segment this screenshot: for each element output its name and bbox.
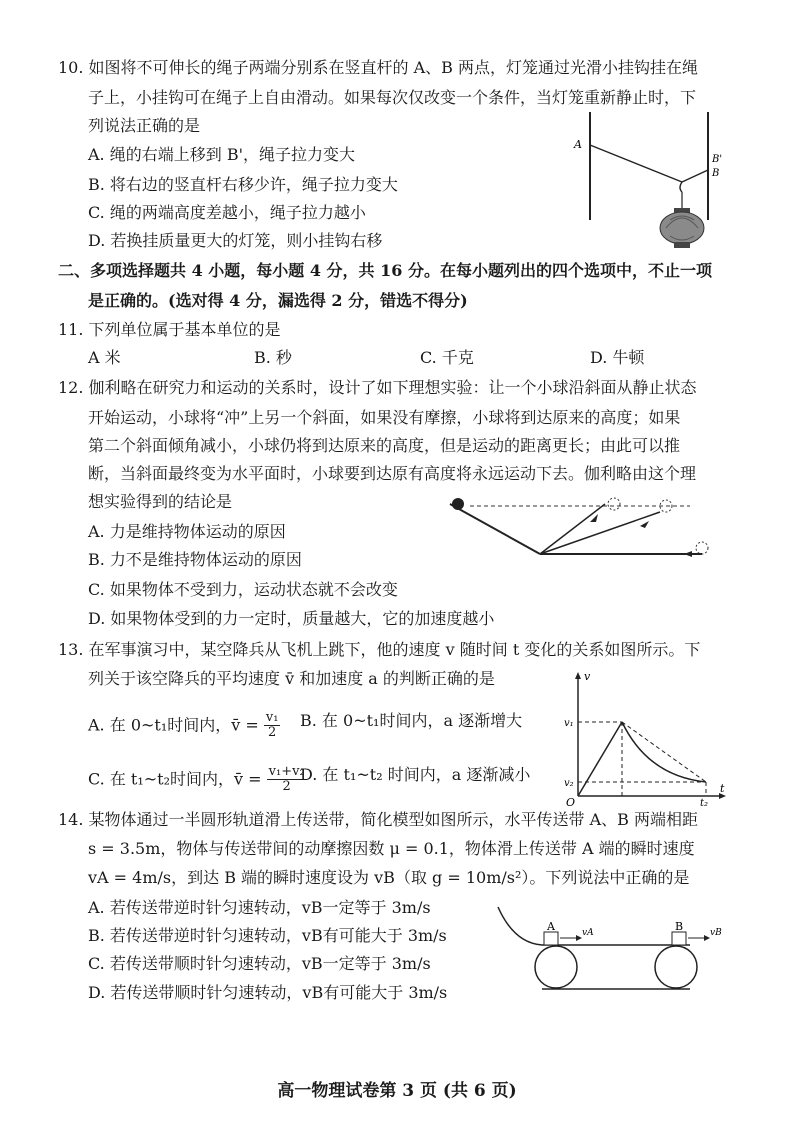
graph-t-label: t bbox=[720, 782, 725, 795]
q14-line-2: s = 3.5m，物体与传送带间的动摩擦因数 μ = 0.1，物体滑上传送带 A 端的瞬时速度 bbox=[88, 839, 695, 858]
q13-option-d: D. 在 t₁~t₂ 时间内，a 逐渐减小 bbox=[300, 765, 531, 784]
q13-line-1: 13. 在军事演习中，某空降兵从飞机上跳下，他的速度 v 随时间 t 变化的关系如图所示。下 bbox=[58, 640, 701, 659]
q13-option-a-denominator: 2 bbox=[268, 725, 277, 741]
q12-line-4: 断，当斜面最终变为水平面时，小球要到达原有高度将永远运动下去。伽利略由这个理 bbox=[88, 464, 697, 483]
q11-stem: 11. 下列单位属于基本单位的是 bbox=[58, 320, 281, 339]
q12-option-c: C. 如果物体不受到力，运动状态就不会改变 bbox=[88, 580, 398, 599]
section2-line-1: 二、多项选择题共 4 小题，每小题 4 分，共 16 分。在每小题列出的四个选项中，不止一项 bbox=[58, 261, 712, 280]
q13-option-a bbox=[88, 711, 280, 741]
lantern-figure bbox=[570, 110, 730, 260]
q14-option-d: D. 若传送带顺时针匀速转动，vB有可能大于 3m/s bbox=[88, 983, 448, 1002]
q11-option-c: C. 千克 bbox=[420, 348, 474, 367]
q12-option-d: D. 如果物体受到的力一定时，质量越大，它的加速度越小 bbox=[88, 609, 495, 628]
q13-option-c-text: C. 在 t₁~t₂时间内，v̄ = bbox=[88, 769, 262, 789]
graph-origin-label: O bbox=[566, 796, 576, 808]
q13-option-a-fraction bbox=[264, 711, 281, 741]
q14-line-3: vA = 4m/s，到达 B 端的瞬时速度设为 vB（取 g = 10m/s²）。下列说法中正确的是 bbox=[88, 868, 690, 887]
q10-line-1: 10. 如图将不可伸长的绳子两端分别系在竖直杆的 A、B 两点，灯笼通过光滑小挂钩挂在绳 bbox=[58, 58, 699, 77]
q14-option-c: C. 若传送带顺时针匀速转动，vB一定等于 3m/s bbox=[88, 954, 431, 973]
q14-line-1: 14. 某物体通过一半圆形轨道滑上传送带，简化模型如图所示，水平传送带 A、B 两端相距 bbox=[58, 810, 699, 829]
q11-option-d: D. 牛顿 bbox=[590, 348, 645, 367]
q10-line-3: 列说法正确的是 bbox=[88, 116, 201, 135]
q11-option-b: B. 秒 bbox=[254, 348, 292, 367]
q12-option-b: B. 力不是维持物体运动的原因 bbox=[88, 550, 302, 569]
q10-option-b: B. 将右边的竖直杆右移少许，绳子拉力变大 bbox=[88, 175, 398, 194]
fig-label-b: B bbox=[712, 168, 720, 179]
q10-line-2: 子上，小挂钩可在绳子上自由滑动。如果每次仅改变一个条件，当灯笼重新静止时，下 bbox=[88, 88, 697, 107]
incline-figure bbox=[440, 490, 720, 565]
vt-graph bbox=[560, 668, 730, 808]
q13-option-b: B. 在 0~t₁时间内，a 逐渐增大 bbox=[300, 711, 523, 730]
fig-label-a: A bbox=[574, 138, 582, 151]
q11-option-a: A 米 bbox=[88, 348, 121, 367]
q13-line-2: 列关于该空降兵的平均速度 v̄ 和加速度 a 的判断正确的是 bbox=[88, 669, 495, 688]
section2-line-2: 是正确的。(选对得 4 分，漏选得 2 分，错选不得分) bbox=[88, 291, 468, 310]
q12-line-3: 第二个斜面倾角减小，小球仍将到达原来的高度，但是运动的距离更长；由此可以推 bbox=[88, 436, 681, 455]
graph-v1-label: v₁ bbox=[564, 718, 574, 729]
q14-option-b: B. 若传送带逆时针匀速转动，vB有可能大于 3m/s bbox=[88, 926, 447, 945]
q12-line-2: 开始运动，小球将“冲”上另一个斜面，如果没有摩擦，小球将到达原来的高度；如果 bbox=[88, 408, 681, 427]
fig-label-b-prime: B' bbox=[712, 154, 723, 165]
belt-label-a: A bbox=[547, 920, 555, 933]
q13-option-c-denominator: 2 bbox=[282, 779, 291, 795]
q12-option-a: A. 力是维持物体运动的原因 bbox=[88, 522, 286, 541]
conveyor-figure bbox=[494, 905, 730, 1005]
page-footer: 高一物理试卷第 3 页 (共 6 页) bbox=[277, 1081, 517, 1101]
graph-v-label: v bbox=[584, 670, 591, 683]
belt-label-vb: vB bbox=[710, 928, 722, 938]
q10-option-a: A. 绳的右端上移到 B'，绳子拉力变大 bbox=[88, 145, 355, 164]
belt-label-b: B bbox=[675, 920, 684, 933]
q14-option-a: A. 若传送带逆时针匀速转动，vB一定等于 3m/s bbox=[88, 898, 431, 917]
q13-option-c-numerator: v₁+v₂ bbox=[268, 764, 305, 779]
q13-option-a-text: A. 在 0~t₁时间内，v̄ = bbox=[88, 715, 259, 735]
q10-option-c: C. 绳的两端高度差越小，绳子拉力越小 bbox=[88, 203, 366, 222]
q12-line-1: 12. 伽利略在研究力和运动的关系时，设计了如下理想实验：让一个小球沿斜面从静止状态 bbox=[58, 378, 697, 397]
graph-t2-label: t₂ bbox=[700, 798, 709, 808]
q10-option-d: D. 若换挂质量更大的灯笼，则小挂钩右移 bbox=[88, 231, 383, 250]
q13-option-a-numerator: v₁ bbox=[265, 710, 279, 725]
belt-label-va: vA bbox=[582, 928, 594, 938]
graph-v2-label: v₂ bbox=[564, 778, 574, 789]
q13-option-c bbox=[88, 765, 307, 795]
q12-line-5: 想实验得到的结论是 bbox=[88, 492, 233, 511]
